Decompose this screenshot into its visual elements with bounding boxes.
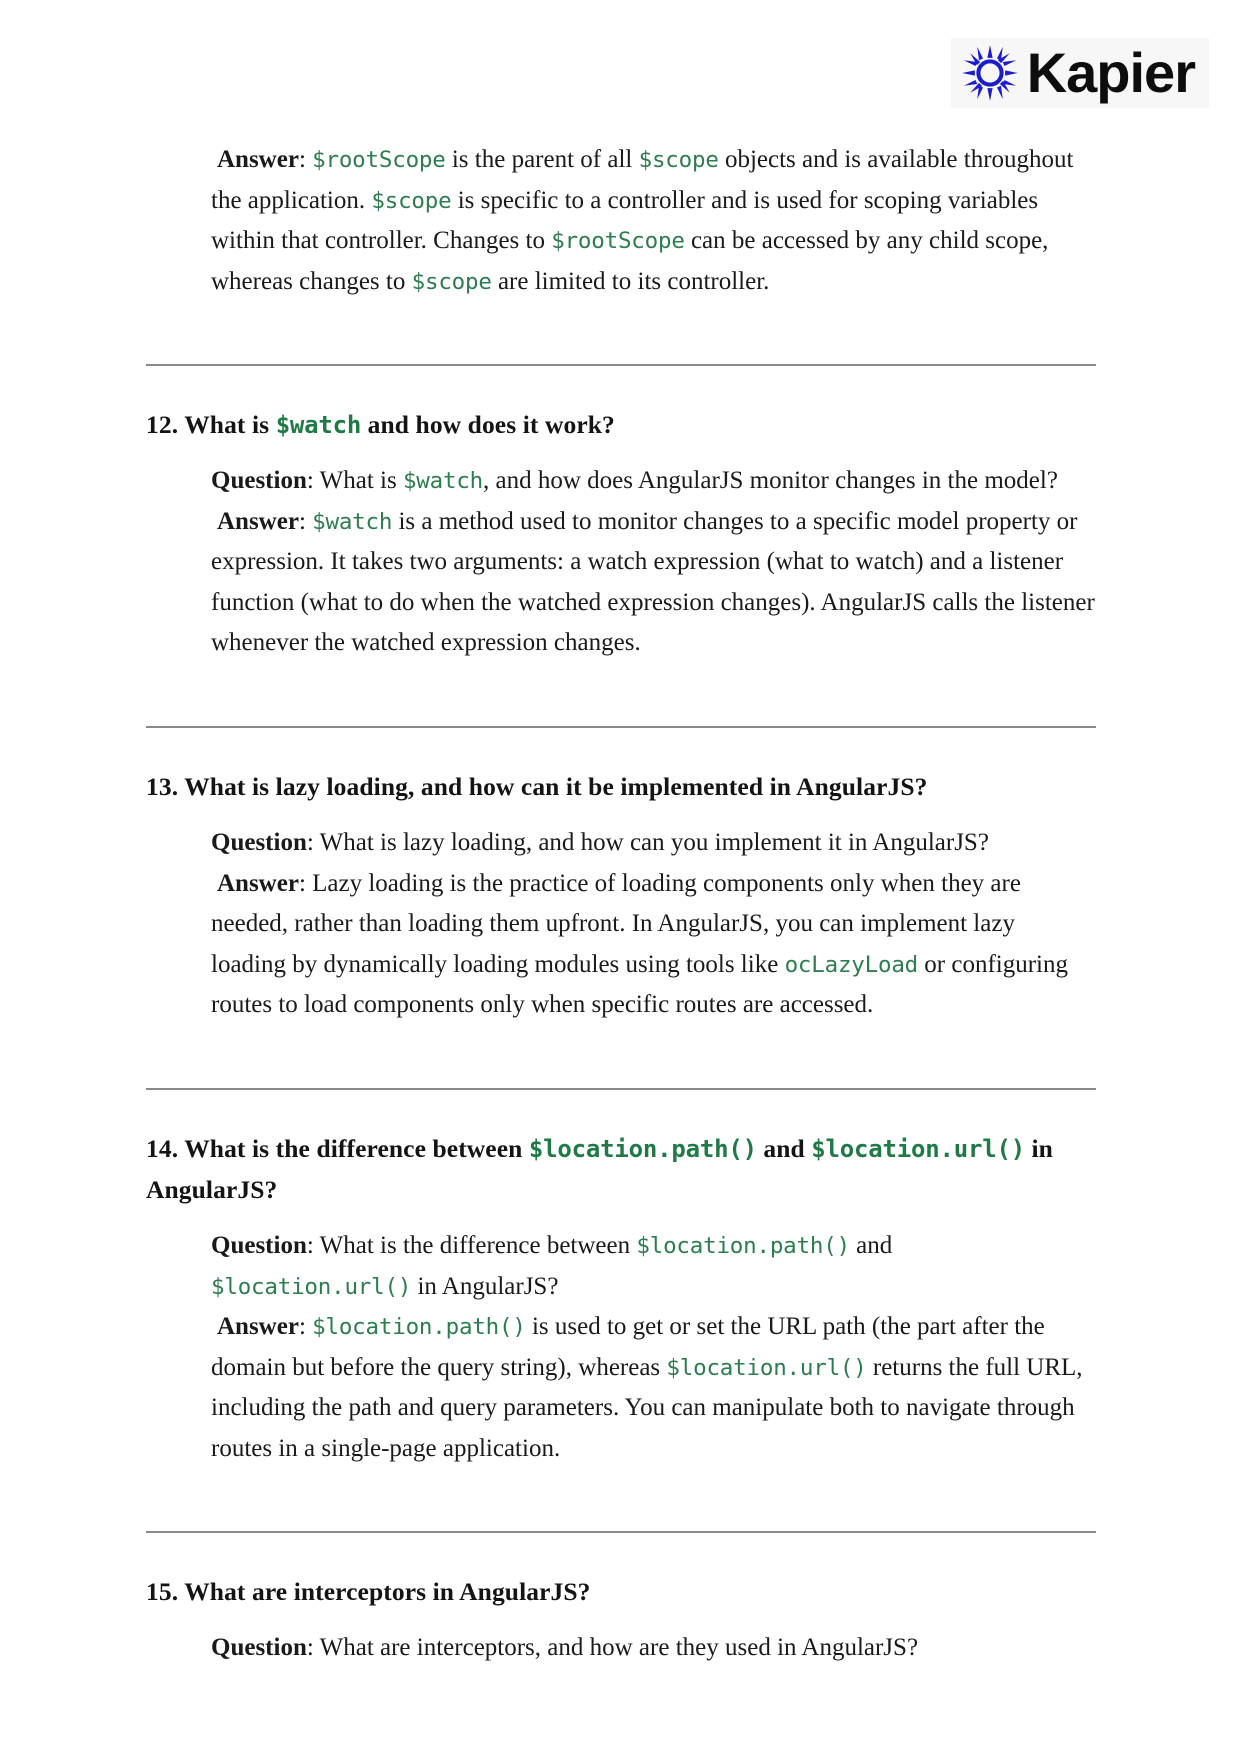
code-token: $watch [275,411,362,439]
answer-colon: : [298,507,306,535]
answer-paragraph [211,140,1096,302]
question-text: What is the difference between [319,1232,637,1260]
answer-block-11 [211,140,1096,302]
code-token: $watch [312,508,393,535]
answer-text: is the parent of all [445,146,639,173]
answer-colon: : [298,869,306,897]
code-token: $scope [411,268,492,295]
question-paragraph [211,461,1096,502]
heading-text: and [756,1133,812,1163]
heading-text: in AngularJS? [146,1133,1053,1204]
code-token: $location.path() [312,1314,526,1341]
question-label: Question [211,1232,307,1260]
answer-text: or configuring routes to load components only when specific routes are accessed. [211,950,1068,1019]
answer-label: Answer [217,869,299,897]
qa-block-12 [211,461,1096,664]
answer-colon: : [298,1313,306,1341]
question-colon: : [306,1634,314,1662]
heading-number: 13. [146,771,179,801]
code-token: $location.url() [811,1134,1026,1163]
question-paragraph [211,1628,1096,1669]
question-heading-13 [146,766,1096,807]
answer-text: objects and is available throughout the application. [211,146,1074,214]
answer-text: is specific to a controller and is used for scoping variables within that controller. Changes to [211,186,1039,254]
qa-block-14 [211,1226,1096,1469]
heading-number: 12. [146,410,179,439]
code-token: $scope [638,147,719,173]
question-heading-14 [146,1128,1096,1211]
answer-label: Answer [217,1313,299,1341]
code-token: $rootScope [551,228,685,254]
question-colon: : [306,467,314,495]
answer-text: is a method used to monitor changes to a specific model property or expression. It takes two arguments: a watch expression (what to watch) and a listener function (what to do when the watched expression changes). AngularJS calls the listener whenever the watched expression changes. [211,507,1095,657]
brand-logo [951,38,1209,108]
question-paragraph [211,823,1096,864]
heading-number: 14. [146,1133,179,1163]
heading-text: and how does it work? [361,410,615,439]
code-token: $location.path() [528,1134,757,1163]
answer-text: returns the full URL, including the path and query parameters. You can manipulate both to navigate through routes in a single-page application. [211,1353,1083,1462]
heading-text: What are interceptors in AngularJS? [184,1577,591,1607]
qa-block-13 [211,823,1096,1026]
question-text: What is lazy loading, and how can you implement it in AngularJS? [319,829,989,857]
question-label: Question [211,829,307,857]
code-token: $scope [371,187,452,214]
answer-colon: : [298,146,306,173]
question-label: Question [211,1634,307,1662]
question-paragraph [211,1226,1096,1307]
page-header [951,38,1209,108]
question-heading-12 [146,404,1096,445]
answer-text: can be accessed by any child scope, whereas changes to [211,227,1049,295]
answer-paragraph [211,1307,1096,1469]
answer-label: Answer [217,146,299,173]
question-text: What is [319,467,403,495]
heading-number: 15. [146,1577,179,1607]
code-token: $rootScope [312,147,446,173]
qa-block-15 [211,1628,1096,1669]
answer-paragraph [211,502,1096,664]
question-text: in AngularJS? [411,1272,559,1300]
sun-burst-icon [961,44,1019,102]
code-token: $location.url() [211,1273,412,1300]
question-heading-15 [146,1571,1096,1612]
code-token: $location.url() [666,1354,867,1381]
answer-text: is used to get or set the URL path (the part after the domain but before the query string), whereas [211,1313,1045,1381]
answer-label: Answer [217,507,299,535]
code-token: $location.path() [636,1233,850,1260]
document-content [146,140,1096,1669]
question-colon: : [306,1232,314,1260]
question-text: and [849,1232,893,1260]
heading-text: What is lazy loading, and how can it be implemented in AngularJS? [184,771,928,801]
question-colon: : [306,829,314,857]
answer-text: Lazy loading is the practice of loading components only when they are needed, rather than loading them upfront. In AngularJS, you can implement lazy loading by dynamically loading modules using tools like [211,869,1021,978]
heading-text: What is [184,410,276,439]
question-text: What are interceptors, and how are they used in AngularJS? [319,1634,919,1662]
question-text: , and how does AngularJS monitor changes in the model? [483,467,1058,495]
answer-paragraph [211,864,1096,1026]
brand-name: Kapier [1026,41,1195,104]
code-token: $watch [402,468,484,495]
heading-text: What is the difference between [184,1133,529,1163]
answer-text: are limited to its controller. [491,267,770,295]
code-token: ocLazyLoad [784,951,919,978]
question-label: Question [211,467,307,495]
